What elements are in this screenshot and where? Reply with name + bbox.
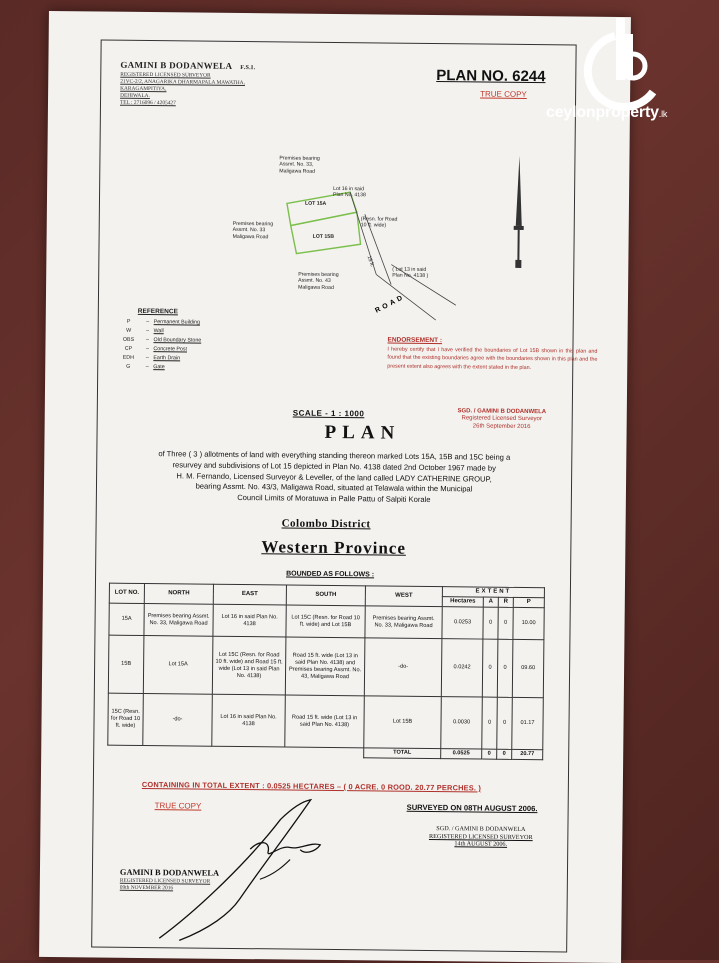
description-line: H. M. Fernando, Licensed Surveyor & Leveller, of the land called LADY CATHERINE GROUP,	[104, 470, 564, 486]
sketch-premises-bottom: Premises bearing Assmt. No. 43 Maligawa Road	[298, 272, 339, 292]
reference-row: CP – Concrete Post	[115, 346, 255, 353]
true-copy-stamp: TRUE COPY	[480, 89, 527, 98]
total-extent-statement: CONTAINING IN TOTAL EXTENT : 0.0525 HECTARES – ( 0 ACRE. 0 ROOD. 20.77 PERCHES. )	[142, 780, 481, 793]
endorsement-signature: SGD. / GAMINI B DODANWELA Registered Licensed Surveyor 26th September 2016	[427, 408, 577, 432]
surveyed-date: SURVEYED ON 08TH AUGUST 2006.	[407, 803, 538, 813]
surveyor-address-3: DEHIWALA.	[120, 93, 150, 99]
sketch-road-label: ROAD	[374, 293, 406, 314]
plan-number: PLAN NO. 6244	[436, 67, 545, 85]
surveyor-address-2: KARAGAMPITIYA,	[120, 86, 166, 92]
sketch-lot-13: ( Lot 13 in said Plan No. 4138 )	[392, 267, 428, 280]
endorsement-title: ENDORSEMENT :	[387, 337, 597, 348]
description-line: of Three ( 3 ) allotments of land with everything standing thereon marked Lots 15A, 15B and 15C being a	[104, 449, 564, 465]
reference-row: P – Permanent Building	[116, 319, 256, 326]
province-heading: Western Province	[261, 537, 406, 559]
sketch-lot-15a: LOT 15A	[305, 201, 326, 208]
document-sheet	[39, 11, 631, 963]
plan-description	[104, 449, 565, 508]
description-line: Council Limits of Moratuwa in Palle Pattu of Salpiti Korale	[104, 492, 564, 508]
watermark-brand: ceylonproperty.lk	[546, 104, 667, 122]
boundaries-table: LOT NO. NORTH EAST SOUTH WEST EXTENT Hectares A R P 15A Premises bearing Assmt. No. 33, Maligawa Road Lot 16 in said Plan No. 4138 Lot 15C (Resn. for Road 10 ft. wide) and Lot 15B Premises bearing Assmt. No. 33, Maligawa Road 0.0253 0 0 10.00 15B Lot 15A Lot 15C (Resn. for Road 10 ft. wide) and Road 15 ft. wide (Lot 13 in said Plan No. 4138) Road 15 ft. wide (Lot 13 in said Plan No. 4138) and Premises bearing Assmt. No. 43, Maligawa Road -do- 0.0242 0 0 09.60 15C (Resn. for Road 10 ft. wide) -do- Lot 16 in said Plan No. 4138 Road 15 ft. wide (Lot 13 in said Plan No. 4138) Lot 15B 0.0030 0 0 01.17 TOTAL 0.0525 0 0 20.77	[107, 583, 545, 761]
sketch-lot-16: Lot 16 in said Plan No. 4138	[333, 186, 366, 199]
table-row: 15C (Resn. for Road 10 ft. wide) -do- Lot 16 in said Plan No. 4138 Road 15 ft. wide (Lot 13 in said Plan No. 4138) Lot 15B 0.0030 0 0 01.17	[108, 693, 544, 750]
bounded-heading: BOUNDED AS FOLLOWS :	[286, 570, 374, 578]
description-line: bearing Assmt. No. 43/3, Maligawa Road, situated at Telawala within the Municipal	[104, 481, 564, 497]
reference-row: W – Wall	[116, 328, 256, 335]
table-header-row: LOT NO. NORTH EAST SOUTH WEST EXTENT	[109, 583, 544, 598]
sketch-road-width: 15 ft.	[365, 255, 375, 268]
sketch-premises-top: Premises bearing Assmt. No. 33, Maligawa Road	[279, 155, 320, 175]
surveyor-address-1: 21VC-2/2, ANAGARIKA DHARMAPALA MAWATHA,	[120, 79, 245, 86]
endorsement-text: I hereby certify that I have verified the boundaries of Lot 15B shown in this plan and found that the existing boundaries agree with the boundaries shown in this plan and the present extent also agrees with the extent stated in the plan.	[387, 345, 597, 373]
endorsement	[387, 337, 597, 373]
table-total-row: TOTAL 0.0525 0 0 20.77	[108, 745, 543, 760]
sketch-premises-left: Premises bearing Assmt. No. 33 Maligawa Road	[233, 221, 274, 241]
district-heading: Colombo District	[282, 517, 371, 530]
reference-row: EDH – Earth Drain	[115, 355, 255, 362]
road-edge-1	[376, 274, 436, 320]
reference-row: G – Gate	[115, 364, 255, 371]
signature-details: REGISTERED LICENSED SURVEYOR 09th NOVEMBER 2016	[120, 878, 210, 892]
table-row: 15A Premises bearing Assmt. No. 33, Maligawa Road Lot 16 in said Plan No. 4138 Lot 15C (Resn. for Road 10 ft. wide) and Lot 15B Premises bearing Assmt. No. 33, Maligawa Road 0.0253 0 0 10.00	[109, 603, 544, 640]
signature-name: GAMINI B DODANWELA	[120, 868, 219, 878]
lot-15b-outline	[290, 212, 360, 255]
north-arrow-icon	[508, 156, 529, 280]
surveyor-phone: TEL : 2716096 / 4205427	[120, 100, 176, 107]
surveyor-name: GAMINI B DODANWELA F.S.I.	[120, 60, 255, 71]
table-row: 15B Lot 15A Lot 15C (Resn. for Road 10 ft. wide) and Road 15 ft. wide (Lot 13 in said Plan No. 4138) Road 15 ft. wide (Lot 13 in said Plan No. 4138) and Premises bearing Assmt. No. 43, Maligawa Road -do- 0.0242 0 0 09.60	[108, 635, 544, 698]
plan-heading: PLAN	[324, 422, 400, 445]
sketch-lot-15b: LOT 15B	[313, 234, 334, 241]
true-copy-stamp-bottom: TRUE COPY	[155, 801, 202, 810]
sketch-resn-road: (Resn. for Road 10 ft. wide)	[361, 216, 398, 229]
reference-title: REFERENCE	[138, 308, 178, 315]
reference-row: OBS – Old Boundary Stone	[115, 337, 255, 344]
surveyor-title: REGISTERED LICENSED SURVEYOR	[120, 72, 210, 79]
description-line: resurvey and subdivisions of Lot 15 depicted in Plan No. 4138 dated 2nd October 1967 made by	[104, 459, 564, 475]
surveyor-sign-block: SGD. / GAMINI B DODANWELA REGISTERED LICENSED SURVEYOR 14th AUGUST 2006.	[398, 825, 563, 850]
scale-label: SCALE - 1 : 1000	[293, 409, 365, 419]
